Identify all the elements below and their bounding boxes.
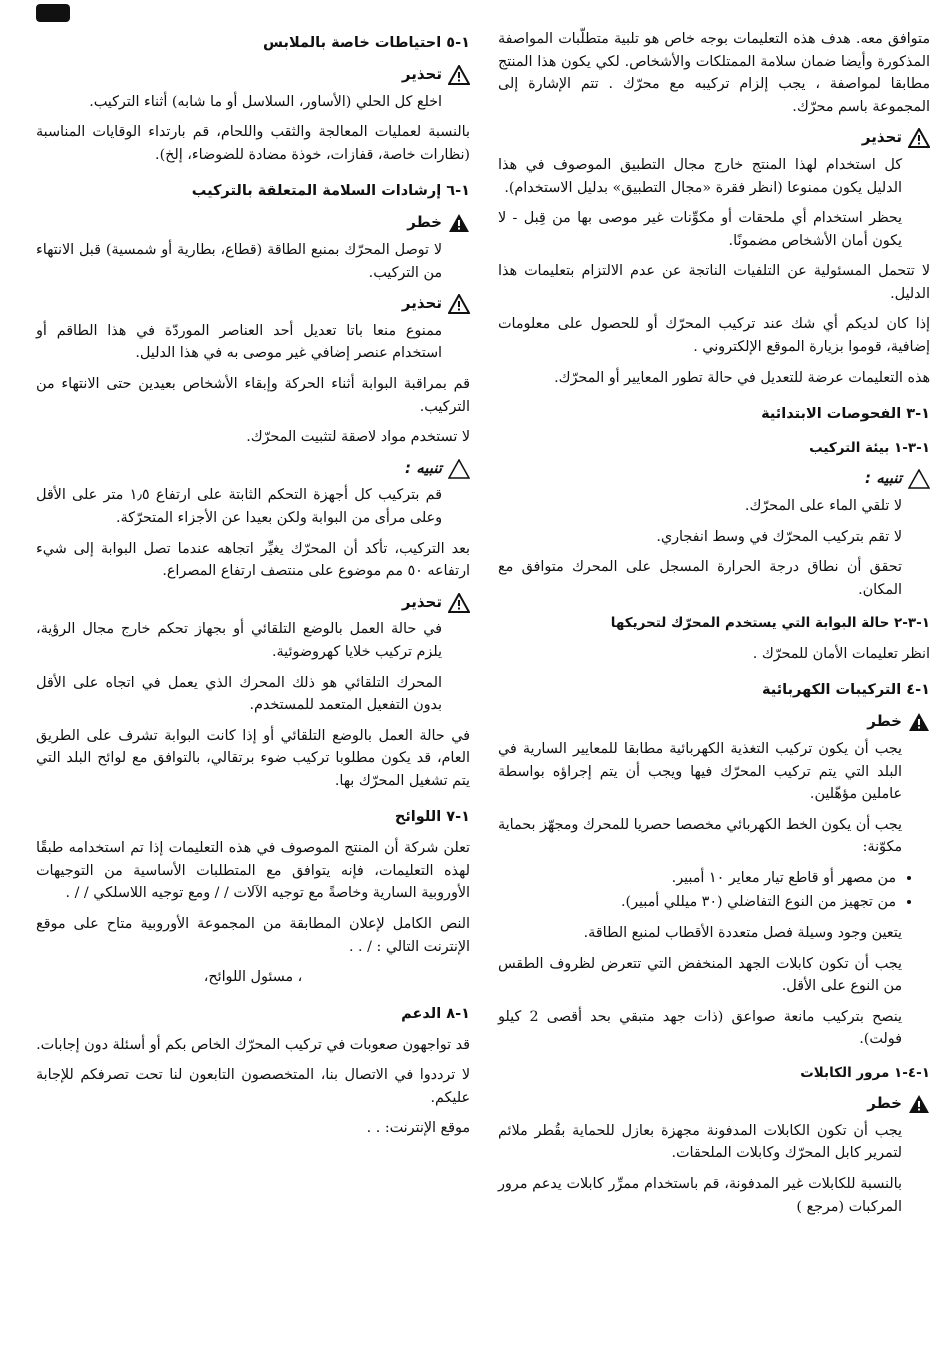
warning-triangle-icon [448, 593, 470, 613]
warning-text: اخلع كل الحلي (الأساور، السلاسل أو ما شابه) أثناء التركيب. [89, 93, 442, 110]
intro-paragraph: متوافق معه. هدف هذه التعليمات بوجه خاص هو تلبية متطلّبات المواصفة المذكورة وأيضا ضمان سلامة الممتلكات والأشخاص. لكي يكون هذا المنتج مطابقا لمواصفة ، يجب إلزام تركيبه مع محرّك . تتم الإشارة إلى المجموعة باسم محرّك. [498, 31, 930, 115]
caution-text: لا تلقي الماء على المحرّك. [744, 498, 902, 515]
section-heading-1-3-1: ١-٣-١ بيئة التركيب [809, 440, 930, 457]
glue-paragraph: لا تستخدم مواد لاصقة لتثبيت المحرّك. [246, 429, 470, 446]
caution-text: تحقق أن نطاق درجة الحرارة المسجل على المحرك متوافق مع المكان. [498, 559, 902, 598]
section-heading-1-3: ١-٣ الفحوصات الابتدائية [761, 406, 930, 423]
equipment-paragraph: بالنسبة لعمليات المعالجة والثقب واللحام، قم بارتداء الوقايات المناسبة (نظارات خاصة، قفازات، خوذة مضادة للضوضاء، إلخ). [36, 124, 470, 163]
danger-title: خطر [407, 213, 442, 232]
caution-triangle-outline-icon [448, 459, 470, 479]
changes-paragraph: هذه التعليمات عرضة للتعديل في حالة تطور المعايير أو المحرّك. [554, 369, 930, 386]
danger-triangle-icon [908, 712, 930, 732]
caution-text: لا تقم بتركيب المحرّك في وسط انفجاري. [656, 528, 902, 545]
danger-title: خطر [867, 712, 902, 731]
support-paragraph: لا ترددوا في الاتصال بنا، المتخصصون التابعون لنا تحت تصرفكم للإجابة عليكم. [36, 1067, 470, 1106]
warning-title: تحذير [401, 294, 442, 313]
danger-title: خطر [867, 1094, 902, 1113]
warning-text: كل استخدام لهذا المنتج خارج مجال التطبيق الموصوف في هذا الدليل يكون ممنوعا (انظر فقرة «مجال التطبيق» بدليل الاستخدام). [498, 157, 902, 196]
danger-text: يتعين وجود وسيلة فصل متعددة الأقطاب لمنبع الطاقة. [583, 924, 902, 941]
danger-text: ينصح بتركيب مانعة صواعق (ذات جهد متبقي بحد أقصى 2 كيلو فولت). [498, 1008, 902, 1048]
list-item: • من مصهر أو قاطع تيار معاير ١٠ أمبير. [498, 867, 896, 890]
section-heading-1-4: ١-٤ التركيبات الكهربائية [762, 682, 930, 699]
after-install-paragraph: بعد التركيب، تأكد أن المحرّك يغيِّر اتجاهه عندما تصل البوابة إلى شيء ارتفاعه ٥٠ مم موضوع على منتصف ارتفاع المصراع. [36, 540, 470, 580]
caution-title: تنبيه : [864, 469, 902, 488]
watch-paragraph: قم بمراقبة البوابة أثناء الحركة وإبقاء الأشخاص بعيدين حتى الانتهاء من التركيب. [36, 375, 470, 415]
regulation-signatory: ، مسئول اللوائح، [203, 969, 303, 986]
warning-triangle-icon [448, 294, 470, 314]
liability-paragraph: لا تتحمل المسئولية عن التلفيات الناتجة عن عدم الالتزام بتعليمات هذا الدليل. [498, 263, 930, 302]
warning-title: تحذير [401, 592, 442, 611]
regulation-paragraph: تعلن شركة أن المنتج الموصوف في هذه التعليمات إذا تم استخدامه طبقًا لهذه التعليمات، فإنه يتوافق مع المتطلبات الأساسية من التوجيهات الأوروبية السارية وخاصةً مع توجيه الآلات / / ومع توجيه اللاسلكي / / . [36, 840, 470, 902]
warning-title: تحذير [861, 128, 902, 147]
gate-paragraph: انظر تعليمات الأمان للمحرّك . [752, 645, 930, 662]
protection-list [498, 867, 930, 914]
warning-triangle-icon [908, 128, 930, 148]
warning-heading [36, 292, 470, 316]
danger-text: لا توصل المحرّك بمنبع الطاقة (قطاع، بطارية أو شمسية) قبل الانتهاء من التركيب. [36, 241, 442, 281]
danger-heading [498, 1092, 930, 1116]
warning-text: في حالة العمل بالوضع التلقائي أو بجهاز تحكم خارج مجال الرؤية، يلزم تركيب خلايا كهروضوئية. [36, 621, 442, 660]
warning-title: تحذير [401, 64, 442, 83]
caution-heading [36, 457, 470, 481]
warning-text: ممنوع منعا باتا تعديل أحد العناصر الموردّة في هذا الطاقم أو استخدام عنصر إضافي غير موصى به في هذا الدليل. [36, 322, 442, 362]
section-heading-1-5: ١-٥ احتياطات خاصة بالملابس [263, 35, 470, 51]
danger-text: يجب أن يكون الخط الكهربائي مخصصا حصريا للمحرك ومجهّز بحماية مكوّنة: [498, 816, 902, 856]
left-column [36, 28, 470, 1148]
caution-heading [498, 467, 930, 491]
warning-text: يحظر استخدام أي ملحقات أو مكوِّنات غير موصى بها من قِبل - لا يكون أمان الأشخاص مضمونًا. [498, 210, 902, 249]
right-column [498, 28, 930, 1226]
danger-text: بالنسبة للكابلات غير المدفونة، قم باستخدام ممرِّر كابلات يدعم مرور المركبات (مرجع ) [498, 1176, 902, 1215]
danger-text: يجب أن يكون تركيب التغذية الكهربائية مطابقا للمعايير السارية في البلد التي يتم تركيب المحرّك فيها ويجب أن يتم إجراؤه بواسطة عاملين مؤهّلين. [498, 740, 902, 803]
caution-title: تنبيه : [404, 458, 442, 477]
warning-text: المحرك التلقائي هو ذلك المحرك الذي يعمل في اتجاه على الأقل بدون التفعيل المتعمد للمستخدم. [36, 674, 442, 714]
danger-text: يجب أن تكون كابلات الجهد المنخفض التي تتعرض لظروف الطقس من النوع على الأقل. [498, 955, 902, 995]
section-heading-1-7: ١-٧ اللوائح [394, 809, 470, 826]
section-heading-1-4-1: ١-٤-١ مرور الكابلات [800, 1064, 930, 1081]
list-item: • من تجهيز من النوع التفاضلي (٣٠ ميللي أمبير). [498, 891, 896, 914]
danger-heading [36, 211, 470, 235]
warning-triangle-icon [448, 65, 470, 85]
danger-text: يجب أن تكون الكابلات المدفونة مجهزة بعازل للحماية بقُطر ملائم لتمرير كابل المحرّك وكابلات الملحقات. [498, 1122, 902, 1162]
support-paragraph: قد تواجهون صعوبات في تركيب المحرّك الخاص بكم أو أسئلة دون إجابات. [36, 1036, 470, 1053]
section-heading-1-3-2: ١-٣-٢ حالة البوابة التي يستخدم المحرّك لتحريكها [610, 615, 930, 632]
danger-triangle-icon [908, 1094, 930, 1114]
regulation-paragraph: النص الكامل لإعلان المطابقة من المجموعة الأوروبية متاح على موقع الإنترنت التالي : / . . [36, 916, 470, 955]
warning-heading [498, 126, 930, 150]
warning-heading [36, 63, 470, 87]
caution-text: قم بتركيب كل أجهزة التحكم الثابتة على ارتفاع ١٫٥ متر على الأقل وعلى مرأى من البوابة ولكن بعيدا عن الأجزاء المتحرّكة. [36, 487, 442, 526]
danger-triangle-icon [448, 213, 470, 233]
road-paragraph: في حالة العمل بالوضع التلقائي أو إذا كانت البوابة تشرف على الطريق العام، قد يكون مطلوبا تركيب ضوء برتقالي، بالتوافق مع لوائح البلد التي يتم تشغيل المحرّك بها. [36, 727, 470, 789]
warning-heading [36, 591, 470, 615]
section-heading-1-6: ١-٦ إرشادات السلامة المتعلقة بالتركيب [191, 183, 470, 200]
danger-heading [498, 710, 930, 734]
website-paragraph: إذا كان لديكم أي شك عند تركيب المحرّك أو للحصول على معلومات إضافية، قوموا بزيارة الموقع الإلكتروني . [498, 316, 930, 356]
caution-triangle-outline-icon [908, 469, 930, 489]
language-tab [36, 4, 70, 22]
support-website: موقع الإنترنت: . . [366, 1120, 470, 1137]
section-heading-1-8: ١-٨ الدعم [401, 1005, 470, 1022]
